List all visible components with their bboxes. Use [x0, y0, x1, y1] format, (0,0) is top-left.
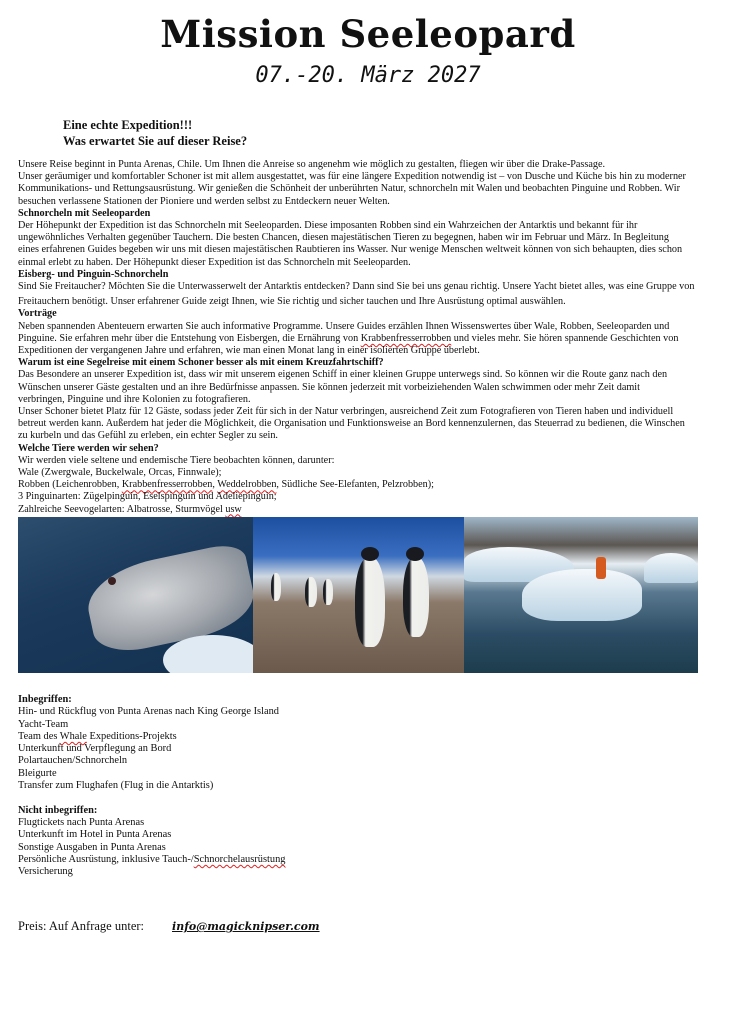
section-heading-tiere: Welche Tiere werden wir sehen? [18, 442, 159, 454]
seal-eye [108, 577, 116, 585]
spellcheck-word: Whale [59, 730, 87, 742]
penguin-head [406, 547, 424, 561]
text-line: Unser Schoner bietet Platz für 12 Gäste, sodass jeder Zeit für sich in der Natur verbringen, ausreichend Zeit zum Fotografieren von Tieren haben und individuell [18, 406, 674, 418]
section-heading-schnorcheln: Schnorcheln mit Seeleoparden [18, 207, 151, 219]
not-included-item: Flugtickets nach Punta Arenas [18, 816, 145, 828]
section-heading-eisberg: Eisberg- und Pinguin-Schnorcheln [18, 268, 169, 280]
inclusions-section [18, 694, 285, 878]
text-fragment: Persönliche Ausrüstung, inklusive Tauch-/ [18, 853, 194, 865]
text-line: Der Höhepunkt der Expedition ist das Schnorcheln mit Seeleoparden. Diese imposanten Robben sind ein Wahrzeichen der Antarktis und bekannt für ihr [18, 220, 638, 232]
photo-strip [18, 517, 698, 673]
included-item: Polartauchen/Schnorcheln [18, 755, 128, 767]
text-line: Expeditionen der vergangenen Jahre und erfahren, wie man einen Monat lang in einer isolierten Gruppe überlebt. [18, 345, 480, 357]
not-included-item: Versicherung [18, 866, 73, 878]
text-line: zu kurbeln und das Gefühl zu erleben, ein echter Segler zu sein. [18, 430, 278, 442]
penguin-head [361, 547, 379, 561]
included-item: Unterkunft und Verpflegung an Bord [18, 743, 172, 755]
text-fragment: Zahlreiche Seevogelarten: Albatrosse, Sturmvögel [18, 503, 226, 515]
spellcheck-word: Krabbenfresserrobben [360, 332, 452, 344]
trip-dates: 07.-20. März 2027 [255, 63, 481, 88]
leopard-seal-photo [18, 517, 253, 673]
text-fragment: , Südliche See-Elefanten, Pelzrobben); [276, 479, 434, 491]
intro-line-2: Was erwartet Sie auf dieser Reise? [63, 134, 248, 148]
diver-figure [596, 557, 606, 579]
text-fragment: Pinguine. Sie erfahren mehr über die Entstehung von Eisbergen, die Ernährung von [18, 332, 361, 344]
text-line [18, 479, 730, 491]
intro-line-1: Eine echte Expedition!!! [63, 118, 193, 132]
section-heading-vortraege: Vorträge [18, 308, 57, 320]
penguin-shape [403, 557, 429, 637]
penguin-shape [355, 557, 385, 647]
included-item: Transfer zum Flughafen (Flug in die Antarktis) [18, 780, 214, 792]
spellcheck-word: usw [225, 503, 242, 515]
intro-heading [63, 117, 247, 149]
text-line: Kommunikations- und Rettungsausrüstung. Wir genießen die Schönheit der unberührten Natur, schnorcheln mit Walen und beobachten Pinguine und Robben. Wir [18, 183, 680, 195]
iceberg-shape [644, 553, 698, 583]
text-fragment: Expeditions-Projekts [86, 730, 177, 742]
text-line: Unser geräumiger und komfortabler Schoner ist mit allem ausgestattet, was für eine längere Expedition notwendig ist – von Dusche und Küche bis hin zu moderner [18, 171, 686, 183]
text-line: eines erfahrenen Guides begeben wir uns mit diesen majestätischen Raubtieren ins Wasser. Nur wenige Menschen weltweit können von sich behaupten, dies schon [18, 244, 683, 256]
not-included-item [18, 854, 285, 866]
text-fragment: Robben (Leichenrobben, [18, 479, 122, 491]
included-item: Hin- und Rückflug von Punta Arenas nach King George Island [18, 706, 279, 718]
text-line: Wir werden viele seltene und endemische Tiere beobachten können, darunter: [18, 454, 335, 466]
spellcheck-word: Krabbenfresserrobben [121, 479, 213, 491]
body-text [18, 159, 730, 516]
not-included-item: Unterkunft im Hotel in Punta Arenas [18, 829, 172, 841]
text-line: 3 Pinguinarten: Zügelpinguin, Eselspinguin und Adeliepinguin; [18, 491, 277, 503]
price-label: Preis: Auf Anfrage unter: [18, 919, 145, 933]
contact-email-link[interactable]: info@magicknipser.com [172, 920, 320, 933]
text-line: betreut werden kann. Außerdem hat jeder die Möglichkeit, die Organisation und Funktionsweise an Bord kennenzulernen, das Steuerrad zu bedienen, die Winschen [18, 418, 685, 430]
text-line: Freitauchern benötigt. Unser erfahrener Guide zeigt Ihnen, wie Sie richtig und sicher tauchen und Ihre Ausrüstung optimal auswählen. [18, 296, 566, 308]
page-title: Mission Seeleopard [160, 12, 576, 56]
text-fragment: Team des [18, 730, 60, 742]
text-fragment: und vieles mehr. Sie hören spannende Geschichten von [451, 332, 679, 344]
text-line: Das Besondere an unserer Expedition ist, dass wir mit unserem eigenen Schiff in einer kleinen Gruppe unterwegs sind. So können wir die Route ganz nach den [18, 369, 668, 381]
spellcheck-word: Weddelrobben [217, 479, 277, 491]
penguin-shape [271, 573, 281, 601]
included-heading: Inbegriffen: [18, 694, 72, 705]
included-item: Yacht-Team [18, 718, 69, 730]
iceberg-shape [522, 569, 642, 621]
text-line: Neben spannenden Abenteuern erwarten Sie auch informative Programme. Unsere Guides erzählen Ihnen Wissenswertes über Wale, Robben, Seeleoparden und [18, 320, 670, 332]
included-item: Bleigurte [18, 767, 57, 779]
not-included-item: Sonstige Ausgaben in Punta Arenas [18, 841, 166, 853]
spacer [18, 792, 285, 804]
section-heading-warum: Warum ist eine Segelreise mit einem Schoner besser als mit einem Kreuzfahrtschiff? [18, 357, 384, 369]
text-line: ungewöhnliches Verhalten gegenüber Tauchern. Die besten Chancen, diesen majestätischen Tieren zu begegnen, haben wir im Februar und März. In Begleitung [18, 232, 669, 244]
penguin-shape [323, 579, 333, 605]
included-item [18, 731, 285, 743]
penguins-photo [253, 517, 464, 673]
spellcheck-word: Schnorchelausrüstung [193, 853, 286, 865]
text-line [18, 333, 730, 345]
not-included-heading: Nicht inbegriffen: [18, 804, 98, 816]
penguin-shape [305, 577, 317, 607]
text-line: einmal erlebt zu haben. Der Höhepunkt dieser Expedition ist das Schnorcheln mit Seeleoparden. [18, 256, 411, 268]
text-line: Unsere Reise beginnt in Punta Arenas, Chile. Um Ihnen die Anreise so angenehm wie möglich zu gestalten, fliegen wir über die Drake-Passage. [18, 159, 606, 170]
text-line: Wünschen unserer Gäste gestalten und an ihre Bedürfnisse anpassen. Sie können jederzeit mit vorbeiziehenden Walen schwimmen oder mehr Zeit damit [18, 381, 640, 393]
text-line: Sind Sie Freitaucher? Möchten Sie die Unterwasserwelt der Antarktis entdecken? Dann sind Sie bei uns genau richtig. Unsere Yacht bietet alles, was eine Gruppe von [18, 281, 695, 293]
text-line [18, 504, 730, 516]
iceberg-photo [464, 517, 698, 673]
text-line: besuchen verlassene Stationen der Pioniere und werden selbst zu Entdeckern neuer Welten. [18, 195, 390, 207]
text-fragment: , [212, 479, 218, 491]
price-line [18, 918, 320, 935]
text-line: Wale (Zwergwale, Buckelwale, Orcas, Finnwale); [18, 467, 222, 479]
text-line: verbringen, Pinguine und ihre Kolonien zu fotografieren. [18, 393, 251, 405]
